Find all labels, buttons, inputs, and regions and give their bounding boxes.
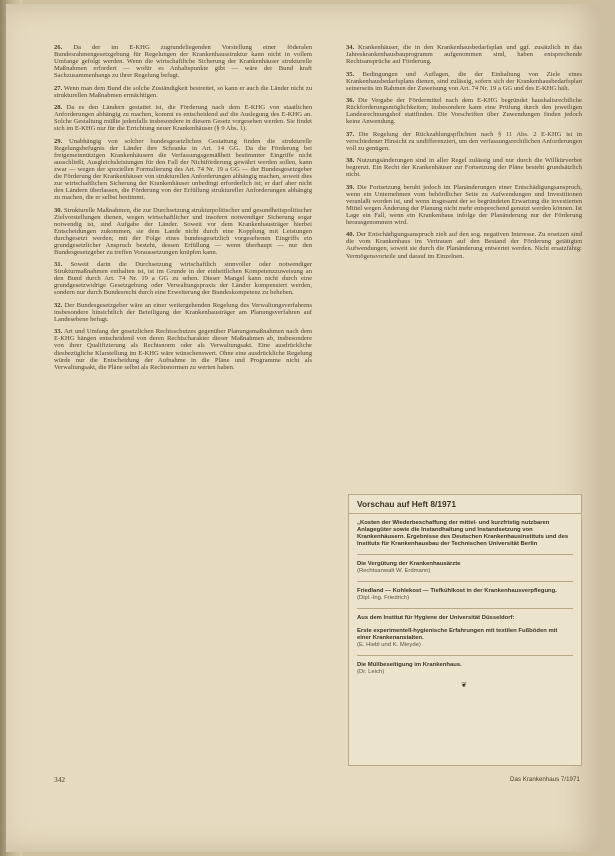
paragraph-number: 37. <box>346 130 355 138</box>
preview-item-title: Aus dem Institut für Hygiene der Universität Düsseldorf: <box>357 615 515 621</box>
paragraph-number: 26. <box>54 44 63 51</box>
preview-item-title: Die Vergütung der Krankenhausärzte <box>357 561 461 567</box>
preview-item-title: Friedland — Kohlekost — Tiefkühlkost in der Krankenhausverpflegung. <box>357 588 557 594</box>
preview-heading: Vorschau auf Heft 8/1971 <box>349 495 581 514</box>
numbered-paragraph <box>54 261 312 296</box>
paragraph-text: Die Regelung der Rückzahlungspflichten nach § 11 Abs. 2 E-KHG ist in verschiedener Hinsicht zu undifferenziert, um den verfassungsrechtlichen Anforderungen voll zu genügen. <box>346 130 582 152</box>
divider <box>357 608 573 609</box>
paragraph-text: Wenn man dem Bund die solche Zuständigkeit bestreitet, so kann er auch die Länder nicht zu strukturellen Maßnahmen ermächtigen. <box>54 84 312 99</box>
paragraph-number: 35. <box>346 70 355 78</box>
divider <box>357 554 573 555</box>
numbered-paragraph <box>54 328 312 370</box>
preview-item-author: (Dr. Leich) <box>357 669 385 675</box>
preview-item <box>357 561 573 575</box>
paragraph-text: Der Bundesgesetzgeber wäre an einer weitergehenden Regelung des Verwaltungsverfahrens insbesondere hinsichtlich der Beteiligung der Krankenhausträger am Planungsverfahren auf Landesebene befugt. <box>54 301 312 323</box>
paragraph-text: Der Entschädigungsanspruch zielt auf den sog. negativen Interesse. Zu ersetzen sind die vom Krankenhaus im Vertrauen auf den Bestand der Förderung getätigten Aufwendungen, soweit sie durch die Planänderung entwertet werden. Nicht ersatzfähig: Vermögensvorteile und darauf im Einzelnen. <box>346 231 582 260</box>
divider <box>357 581 573 582</box>
paragraph-number: 31. <box>54 261 63 269</box>
paragraph-number: 34. <box>346 44 355 51</box>
paragraph-text: Krankenhäuser, die in den Krankenhausbedarfsplan und ggf. zusätzlich in das Jahreskrankenhausbauprogramm aufgenommen sind, haben entsprechende Rechtsansprüche auf Förderung. <box>346 44 582 66</box>
numbered-paragraph <box>346 184 582 226</box>
paragraph-number: 28. <box>54 104 63 112</box>
paragraph-text: Da es den Ländern gestattet ist, die Förderung nach dem E-KHG von staatlichen Anforderungen abhängig zu machen, kommt es entscheidend auf die Auslegung des E-KHG an. Solche Gestaltung müßte jedenfalls insbesondere in diesem Gesetz vorgesehen werden. Sie findet sich im E-KHG nur für die Errichtung neuer Krankenhäuser (§ 9 Abs. 1). <box>54 104 312 133</box>
numbered-paragraph <box>54 104 312 132</box>
journal-footer: Das Krankenhaus 7/1971 <box>510 776 580 783</box>
numbered-paragraph <box>54 207 312 256</box>
numbered-paragraph <box>54 44 312 79</box>
preview-item-author: (Dipl.-Ing. Friedrich) <box>357 595 410 601</box>
paragraph-text: Soweit darin die Durchsetzung wirtschaftlich sinnvoller oder notwendiger Strukturmaßnahmen enthalten ist, ist im Grunde in der einheitlichen Kompetenzzuweisung an den Bund durch Art. 74 Nr. 19 a GG zu sehen. Dieser Mangel kann nicht durch eine grundgesetzwidrige Gesetzgebung oder Verwaltungspraxis der Länder kompensiert werden, sondern nur durch Bundesrecht durch eine Erweiterung der Bundeskompetenz zu beheben. <box>54 261 312 297</box>
preview-item-title: Erste experimentell-hygienische Erfahrungen mit textilen Fußböden mit einer Krankenanstalten. <box>357 628 558 641</box>
paragraph-text: Die Vergabe der Fördermittel nach dem E-KHG begründet haushaltsrechtliche Rückforderungsmöglichkeiten; insbesondere kann eine Prüfung durch den jeweiligen Landesrechnungshof stattfinden. Die Vorschriften über Zuwendungen finden jedoch keine Anwendung. <box>346 97 582 126</box>
paragraph-number: 29. <box>54 137 63 145</box>
paragraph-number: 32. <box>54 301 63 309</box>
paragraph-number: 27. <box>54 84 63 92</box>
numbered-paragraph <box>346 131 582 152</box>
divider <box>357 655 573 656</box>
end-ornament: ❦ <box>461 682 467 689</box>
numbered-paragraph <box>54 138 312 201</box>
paragraph-number: 39. <box>346 183 355 191</box>
preview-item-title: „Kosten der Wiederbeschaffung der mittel- und kurzfristig nutzbaren Anlagegüter sowie die Instandhaltung und Instandsetzung von Krankenhäusern. Ergebnisse des Deutschen Krankenhausinstituts und des Instituts für Krankenhausbau der Technischen Universität Berlin <box>357 520 569 547</box>
paragraph-text: Da der im E-KHG zugrundeliegenden Vorstellung einer föderalen Bundesrahmengesetzgebung für Regelungen der Krankenhausstruktur kann nicht in vollem Umfange gefolgt werden. Wenn die wirtschaftliche Sicherung der Krankenhäuser strukturelle Maßnahmen erfordert — wofür es Anhaltspunkte gibt — wäre der Bund kraft Sachzusammenhangs zu ihrer Regelung befugt. <box>54 44 312 80</box>
preview-item <box>357 628 573 649</box>
numbered-paragraph <box>346 157 582 178</box>
preview-item-title: Die Müllbeseitigung im Krankenhaus. <box>357 662 462 668</box>
numbered-paragraph <box>54 302 312 323</box>
numbered-paragraph <box>346 71 582 92</box>
paragraph-text: Unabhängig von solcher bundesgesetzlichen Gestattung finden die strukturelle Regelungsbefugnis der Länder ihre Schranke in Art. 14 GG. Da die Förderung bei freigemeinnützigen Krankenhäusern die Verfassungsgemäßheit bestimmter Eingriffe nicht ausschließt, Ausgleichsleistungen für den Fall der Nichtförderung gewährt werden sollen, kann zwar — wegen der speziellen Formulierung des Art. 74 Nr. 19 a GG — der Bundesgesetzgeber die Förderung der Krankenhäuser von strukturellen Anforderungen abhängig machen, soweit dies zur wirtschaftlichen Sicherung der Krankenhäuser unbedingt erforderlich ist; er darf aber nicht den Ländern überlassen, die Förderung von der Erfüllung struktureller Anforderungen abhängig zu machen, die er selbst bestimmt. <box>54 137 312 202</box>
preview-item-author: (E. Hiebl und K. Mieyde) <box>357 642 421 648</box>
preview-list <box>349 514 581 689</box>
preview-item-author: (Rechtsanwalt W. Erdmann) <box>357 568 431 574</box>
paragraph-number: 33. <box>54 328 63 336</box>
paragraph-text: Bedingungen und Auflagen, die der Einhaltung von Ziele eines Krankenhausbedarfsplans dienen, sind zulässig, sofern sich der Krankenhausbedarfsplan seinerseits im Rahmen der Zuweisung von Art. 74 Nr. 19 a GG und des E-KHG hält. <box>346 70 582 92</box>
paragraph-text: Art und Umfang der gesetzlichen Rechtsschutzes gegenüber Planungsmaßnahmen nach dem E-KHG hängen entscheidend von deren Rechtscharakter dieser Maßnahmen ab, insbesondere von ihrer Qualifizierung als Rechtsnorm oder als Verwaltungsakt. Eine ausdrückliche diesbezügliche Klarstellung im E-KHG wäre wünschenswert. Ohne eine ausdrückliche Regelung würde nur die Entscheidung der Aufnahme in die Pläne und Programme nicht als Verwaltungsakt, die Pläne selbst als Rechtsnormen zu werten haben. <box>54 328 312 371</box>
preview-item <box>357 588 573 602</box>
paragraph-number: 36. <box>346 97 355 105</box>
numbered-paragraph <box>346 97 582 125</box>
paragraph-text: Nutzungsänderungen sind in aller Regel zulässig und nur durch die Willkürverbot begrenzt. Ein Recht der Krankenhäuser zur Fortsetzung der Pläne besteht grundsätzlich nicht. <box>346 157 582 179</box>
preview-item <box>357 662 573 676</box>
preview-item <box>357 520 573 548</box>
paragraph-number: 30. <box>54 206 63 214</box>
paragraph-text: Die Fortsetzung beruht jedoch im Planänderungen einer Entschädigungsanspruch, wenn ein Unternehmen vom behördlicher Seite zu Aufwendungen und Investitionen veranlaßt worden ist, und wenn insgesamt der so begründeten Erwartung die investierten Mittel wegen Änderung der Planung nicht mehr entsprechend genutzt werden können. Ist Lage ein Fall, wenn ein Krankenhaus infolge der Planänderung nur der Förderung herausgenommen wird. <box>346 183 582 226</box>
left-text-column <box>54 44 312 376</box>
numbered-paragraph <box>54 85 312 99</box>
paragraph-text: Strukturelle Maßnahmen, die zur Durchsetzung strukturpolitischer und gesundheitspolitischer Zielvorstellungen dienen, wegen wirtschaftlicher und insofern notwendiger Sicherung sogar notwendig ist, sind Aufgabe der Länder. Soweit vor dem Krankenhausträger hierbei Entscheidungen zukommen, sie dem Lande nicht durch eine Kopplung mit Leistungen durchgesetzt werden; mit der Folge eines bundesgesetzlich vorgesehenen Eingriffs ein grundgesetzlicher Anspruch besteht, dessen Erfüllung — wenn überhaupt — nur den Bundesgesetzgeber zu treffen Voraussetzungen knüpfen kann. <box>54 206 312 256</box>
right-text-column <box>346 44 582 265</box>
preview-item <box>357 615 573 622</box>
page-number: 342 <box>54 775 66 784</box>
paragraph-number: 38. <box>346 157 355 165</box>
preview-box <box>348 494 582 766</box>
numbered-paragraph <box>346 231 582 259</box>
paragraph-number: 40. <box>346 231 355 239</box>
numbered-paragraph <box>346 44 582 65</box>
